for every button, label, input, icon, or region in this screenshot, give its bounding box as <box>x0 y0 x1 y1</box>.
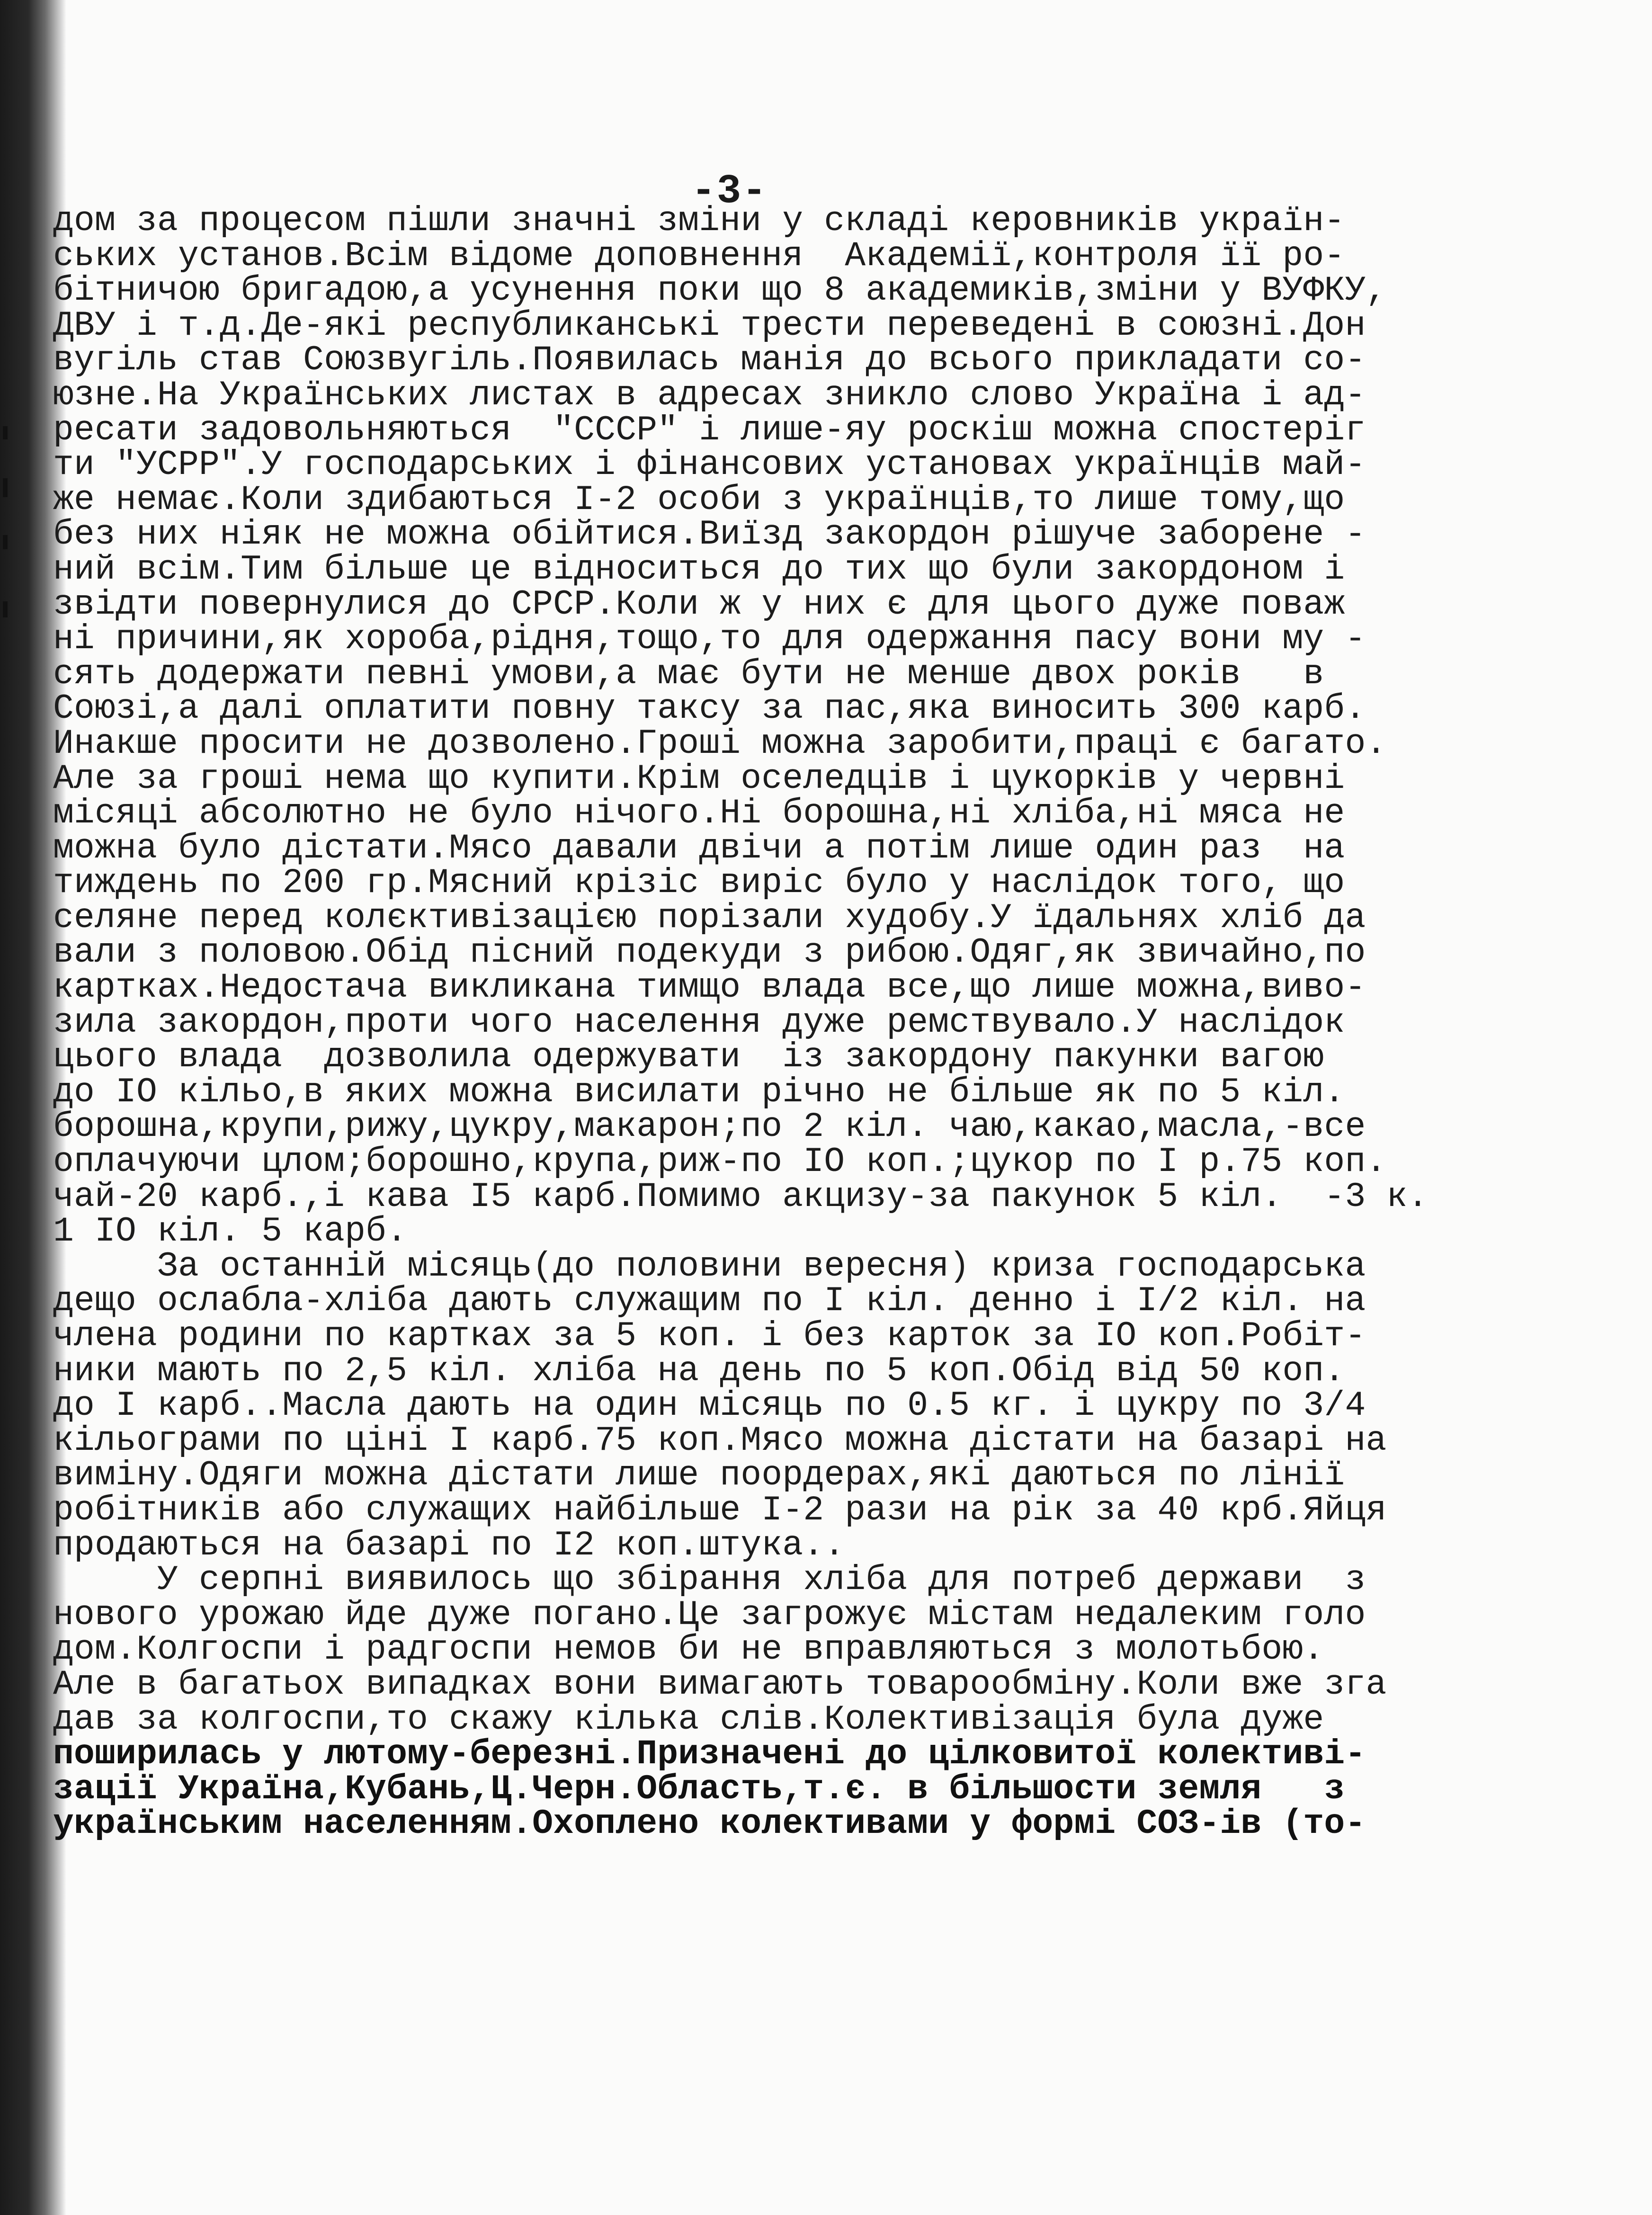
text-line: дом.Колгоспи і радгоспи немов би не вправляються з молотьбою. <box>53 1630 1324 1670</box>
text-line: 1 IO кіл. 5 карб. <box>53 1212 408 1251</box>
text-line: ний всім.Тим більше це відноситься до тих що були закордоном і <box>53 549 1345 589</box>
text-line: селяне перед колєктивізацією порізали худобу.У їдальнях хліб да <box>53 898 1366 938</box>
paragraph-start-line: У серпні виявилось що збірання хліба для потреб держави з <box>53 1560 1366 1600</box>
text-line: без них ніяк не можна обійтися.Виїзд закордон рішуче заборене - <box>53 515 1366 554</box>
text-line: вугіль став Союзвугіль.Появилась манія до всього прикладати со- <box>53 340 1366 380</box>
text-line: до I карб..Масла дають на один місяць по 0.5 кг. і цукру по 3/4 <box>53 1386 1366 1426</box>
text-line: робітників або служащих найбільше I-2 рази на рік за 40 крб.Яйця <box>53 1490 1387 1530</box>
text-line: ських установ.Всім відоме доповнення Академії,контроля її ро- <box>53 236 1345 276</box>
text-line: же немає.Коли здибаються I-2 особи з українців,то лише тому,що <box>53 480 1345 519</box>
text-line: бітничою бригадою,а усунення поки що 8 академиків,зміни у ВУФКУ, <box>53 271 1387 311</box>
text-line: кільограми по ціні I карб.75 коп.Мясо можна дістати на базарі на <box>53 1420 1387 1460</box>
margin-mark <box>3 478 8 497</box>
text-line: дом за процесом пішли значні зміни у складі керовників україн- <box>53 201 1345 241</box>
text-line: вали з половою.Обід пісний подекуди з рибою.Одяг,як звичайно,по <box>53 933 1366 973</box>
text-line: оплачуючи цлом;борошно,крупа,риж-по IO коп.;цукор по I р.75 коп. <box>53 1142 1387 1182</box>
text-line: місяці абсолютно не було нічого.Ні борошна,ні хліба,ні мяса не <box>53 794 1345 833</box>
text-line: українським населенням.Охоплено колективами у формі СОЗ-ів (то- <box>53 1804 1366 1844</box>
text-line: ти "УСРР".У господарських і фінансових установах українців май- <box>53 445 1366 485</box>
text-line: ДВУ і т.д.Де-які республиканські трести переведені в союзні.Дон <box>53 305 1366 345</box>
text-line: Союзі,а далі оплатити повну таксу за пас,яка виносить 300 карб. <box>53 689 1366 729</box>
margin-marks <box>0 0 19 2215</box>
text-line: виміну.Одяги можна дістати лише поордерах,які даються по лінії <box>53 1456 1345 1495</box>
text-line: можна було дістати.Мясо давали двічи а потім лише один раз на <box>53 828 1345 868</box>
text-line: борошна,крупи,рижу,цукру,макарон;по 2 кіл. чаю,какао,масла,-все <box>53 1107 1366 1147</box>
text-line: Але за гроші нема що купити.Крім оселедців і цукорків у червні <box>53 759 1345 798</box>
text-line: тиждень по 200 гр.Мясний крізіс виріс було у наслідок того, що <box>53 863 1345 903</box>
text-line: зації Україна,Кубань,Ц.Черн.Область,т.є. в більшости земля з <box>53 1769 1345 1809</box>
margin-mark <box>3 426 8 439</box>
paragraph-start-line: За останній місяць(до половини вересня) криза господарська <box>53 1246 1366 1286</box>
text-line: чай-20 карб.,і кава I5 карб.Помимо акцизу-за пакунок 5 кіл. -3 к. <box>53 1177 1429 1216</box>
text-line: до IO кільо,в яких можна висилати річно не більше як по 5 кіл. <box>53 1072 1345 1112</box>
text-line: члена родини по картках за 5 коп. і без карток за IO коп.Робіт- <box>53 1316 1366 1356</box>
text-line: нового урожаю йде дуже погано.Це загрожує містам недалеким голо <box>53 1595 1366 1634</box>
typewritten-text-body <box>53 201 1473 1844</box>
text-line: дещо ослабла-хліба дають служащим по I кіл. денно і I/2 кіл. на <box>53 1281 1366 1321</box>
text-line: юзне.На Українських листах в адресах зникло слово Україна і ад- <box>53 375 1366 415</box>
text-line: ні причини,як хороба,рідня,тощо,то для одержання пасу вони му - <box>53 619 1366 659</box>
margin-mark <box>3 535 8 549</box>
text-line: дав за колгоспи,то скажу кілька слів.Колективізація була дуже <box>53 1699 1324 1739</box>
text-line: поширилась у лютому-березні.Призначені до цілковитої колективі- <box>53 1734 1366 1774</box>
text-line: звідти повернулися до СРСР.Коли ж у них є для цього дуже поваж <box>53 584 1345 624</box>
text-line: зила закордон,проти чого населення дуже ремствувало.У наслідок <box>53 1002 1345 1042</box>
text-line: сять додержати певні умови,а має бути не менше двох років в <box>53 654 1324 694</box>
text-line: продаються на базарі по I2 коп.штука.. <box>53 1525 845 1565</box>
text-line: Инакше просити не дозволено.Гроші можна заробити,праці є багато. <box>53 723 1387 763</box>
page-number: -3- <box>691 168 768 214</box>
text-line: цього влада дозволила одержувати із закордону пакунки вагою <box>53 1037 1324 1077</box>
text-line: ресати задовольняються "СССР" і лише-яу роскіш можна спостеріг <box>53 410 1366 450</box>
text-line: Але в багатьох випадках вони вимагають товарообміну.Коли вже зга <box>53 1664 1387 1704</box>
text-line: картках.Недостача викликана тимщо влада все,що лише можна,вивo- <box>53 968 1366 1008</box>
text-line: ники мають по 2,5 кіл. хліба на день по 5 коп.Обід від 50 коп. <box>53 1351 1345 1391</box>
margin-mark <box>3 601 8 617</box>
